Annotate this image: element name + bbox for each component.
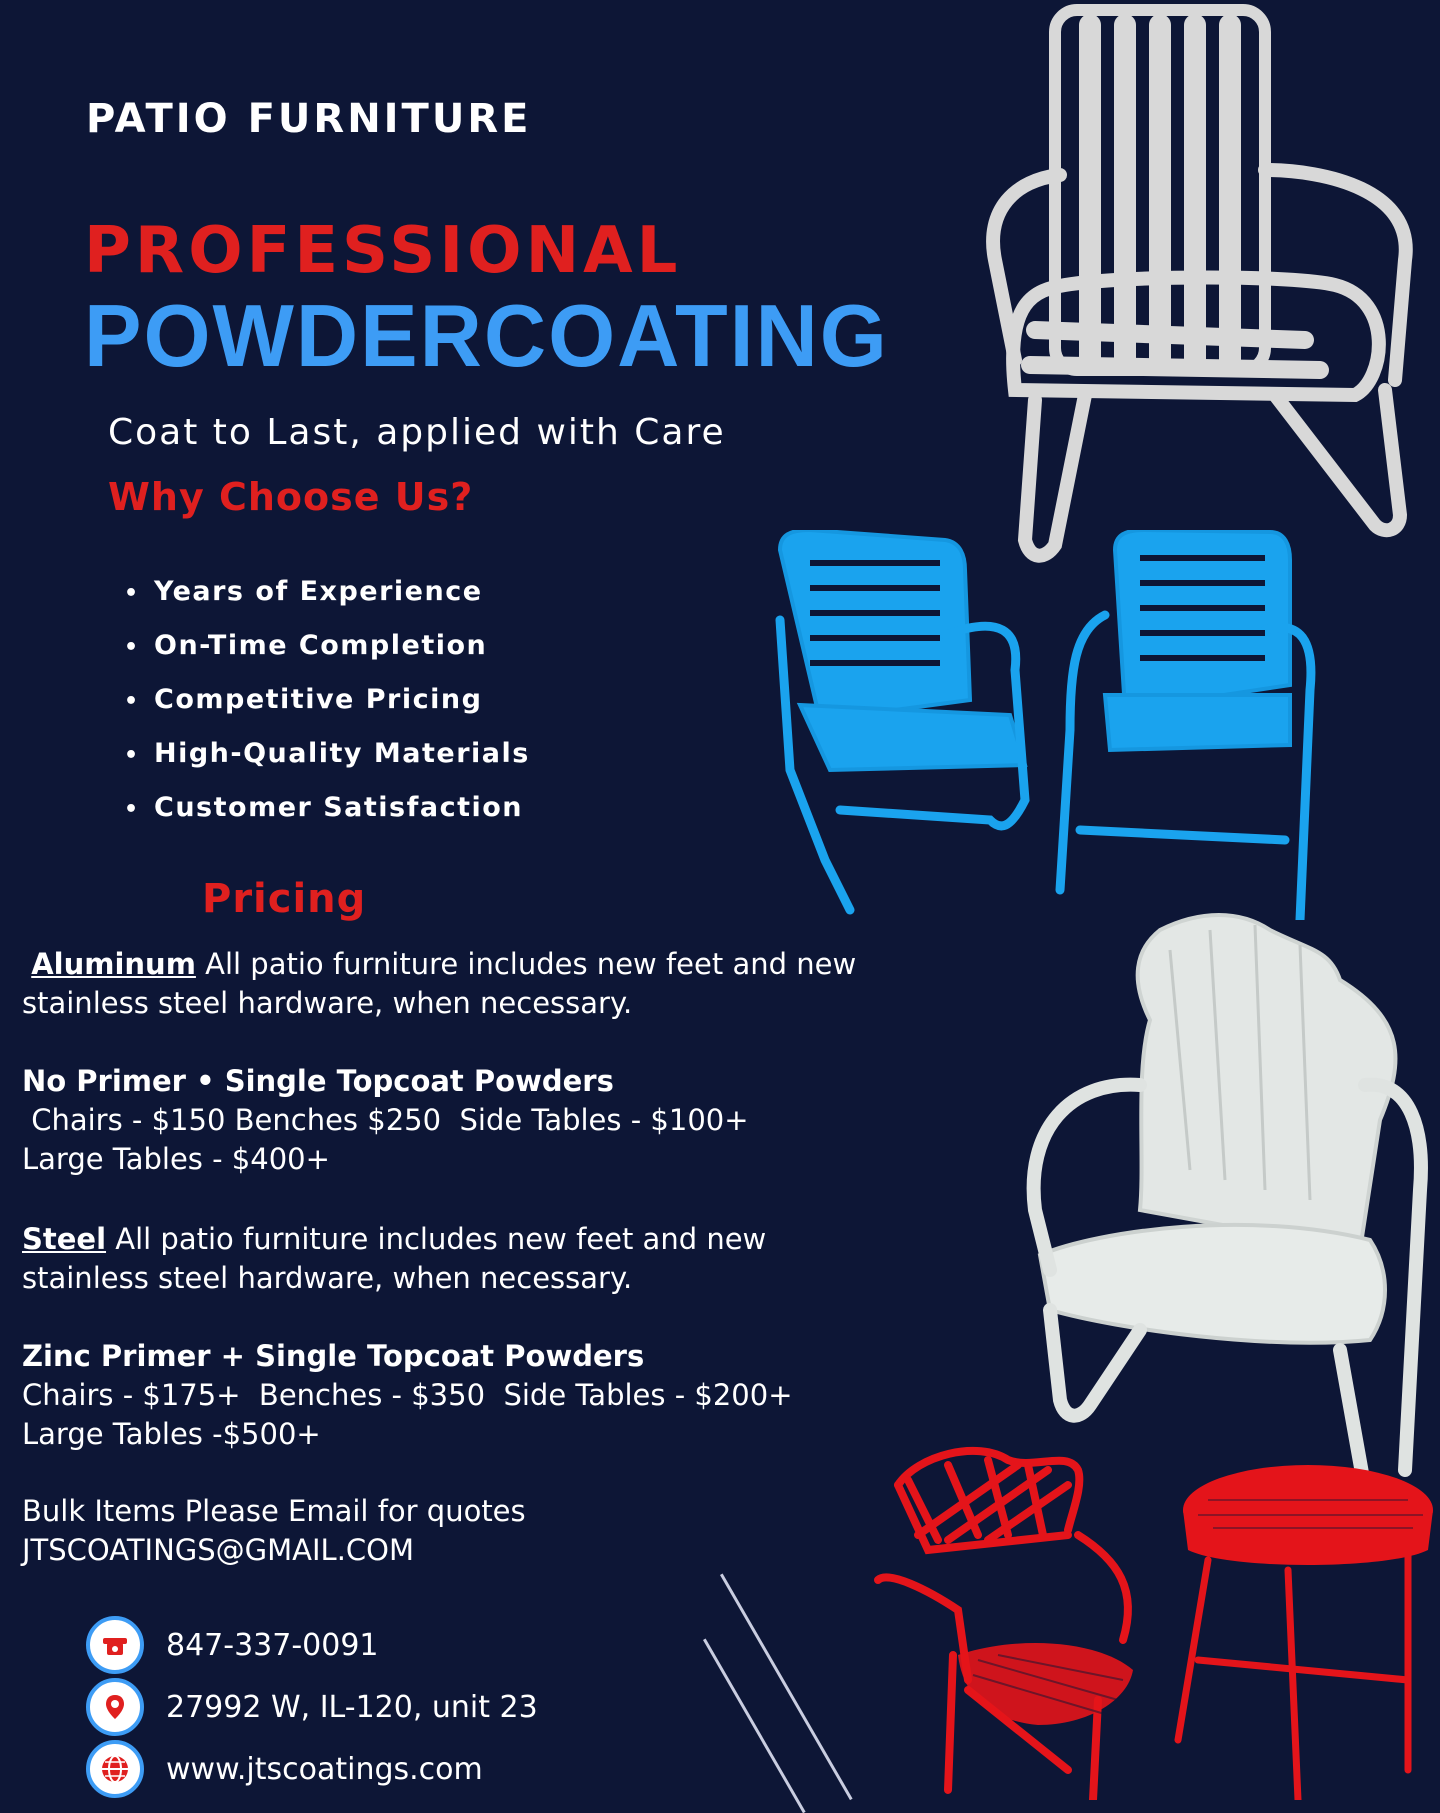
steel-label: Steel <box>22 1222 106 1256</box>
website-link[interactable]: www.jtscoatings.com <box>166 1752 483 1787</box>
globe-icon <box>86 1740 144 1798</box>
benefit-item: • On-Time Completion <box>124 626 530 680</box>
steel-block <box>22 1220 862 1298</box>
benefit-item: • Years of Experience <box>124 572 530 626</box>
benefits-list <box>124 572 530 842</box>
address: 27992 W, IL-120, unit 23 <box>166 1690 538 1725</box>
aluminum-label: Aluminum <box>31 947 196 981</box>
benefit-item: • Customer Satisfaction <box>124 788 530 842</box>
contact-address-row <box>86 1678 538 1736</box>
contact-phone-row <box>86 1616 379 1674</box>
blue-chairs-image <box>770 530 1370 920</box>
aluminum-prices-line1: Chairs - $150 Benches $250 Side Tables - $100+ <box>22 1101 862 1140</box>
decorative-line <box>720 1574 853 1801</box>
white-shell-chair-image <box>1010 910 1435 1500</box>
email-link[interactable]: JTSCOATINGS@GMAIL.COM <box>22 1531 862 1570</box>
tagline: Coat to Last, applied with Care <box>108 412 726 453</box>
title-professional: PROFESSIONAL <box>84 214 681 288</box>
phone-number[interactable]: 847-337-0091 <box>166 1628 379 1663</box>
steel-description: All patio furniture includes new feet and new stainless steel hardware, when necessary. <box>22 1222 766 1295</box>
aluminum-block <box>22 945 862 1023</box>
title-powdercoating: POWDERCOATING <box>84 285 889 387</box>
benefit-item: • Competitive Pricing <box>124 680 530 734</box>
phone-icon <box>86 1616 144 1674</box>
contact-website-row <box>86 1740 483 1798</box>
steel-coat-heading: Zinc Primer + Single Topcoat Powders <box>22 1339 644 1373</box>
bulk-note: Bulk Items Please Email for quotes <box>22 1492 862 1531</box>
aluminum-description: All patio furniture includes new feet and new stainless steel hardware, when necessary. <box>22 947 856 1020</box>
red-chair-table-image <box>868 1440 1440 1800</box>
why-choose-heading: Why Choose Us? <box>108 475 473 519</box>
aluminum-prices <box>22 1062 862 1179</box>
steel-prices-line2: Large Tables -$500+ <box>22 1415 862 1454</box>
benefit-item: • High-Quality Materials <box>124 734 530 788</box>
decorative-line <box>703 1639 806 1813</box>
pricing-heading: Pricing <box>202 876 366 922</box>
aluminum-prices-line2: Large Tables - $400+ <box>22 1140 862 1179</box>
eyebrow-title: PATIO FURNITURE <box>86 96 531 142</box>
aluminum-coat-heading: No Primer • Single Topcoat Powders <box>22 1064 614 1098</box>
white-slat-chair-image <box>975 0 1425 570</box>
steel-prices-line1: Chairs - $175+ Benches - $350 Side Tables - $200+ <box>22 1376 862 1415</box>
bulk-block <box>22 1492 862 1570</box>
location-pin-icon <box>86 1678 144 1736</box>
steel-prices <box>22 1337 862 1454</box>
